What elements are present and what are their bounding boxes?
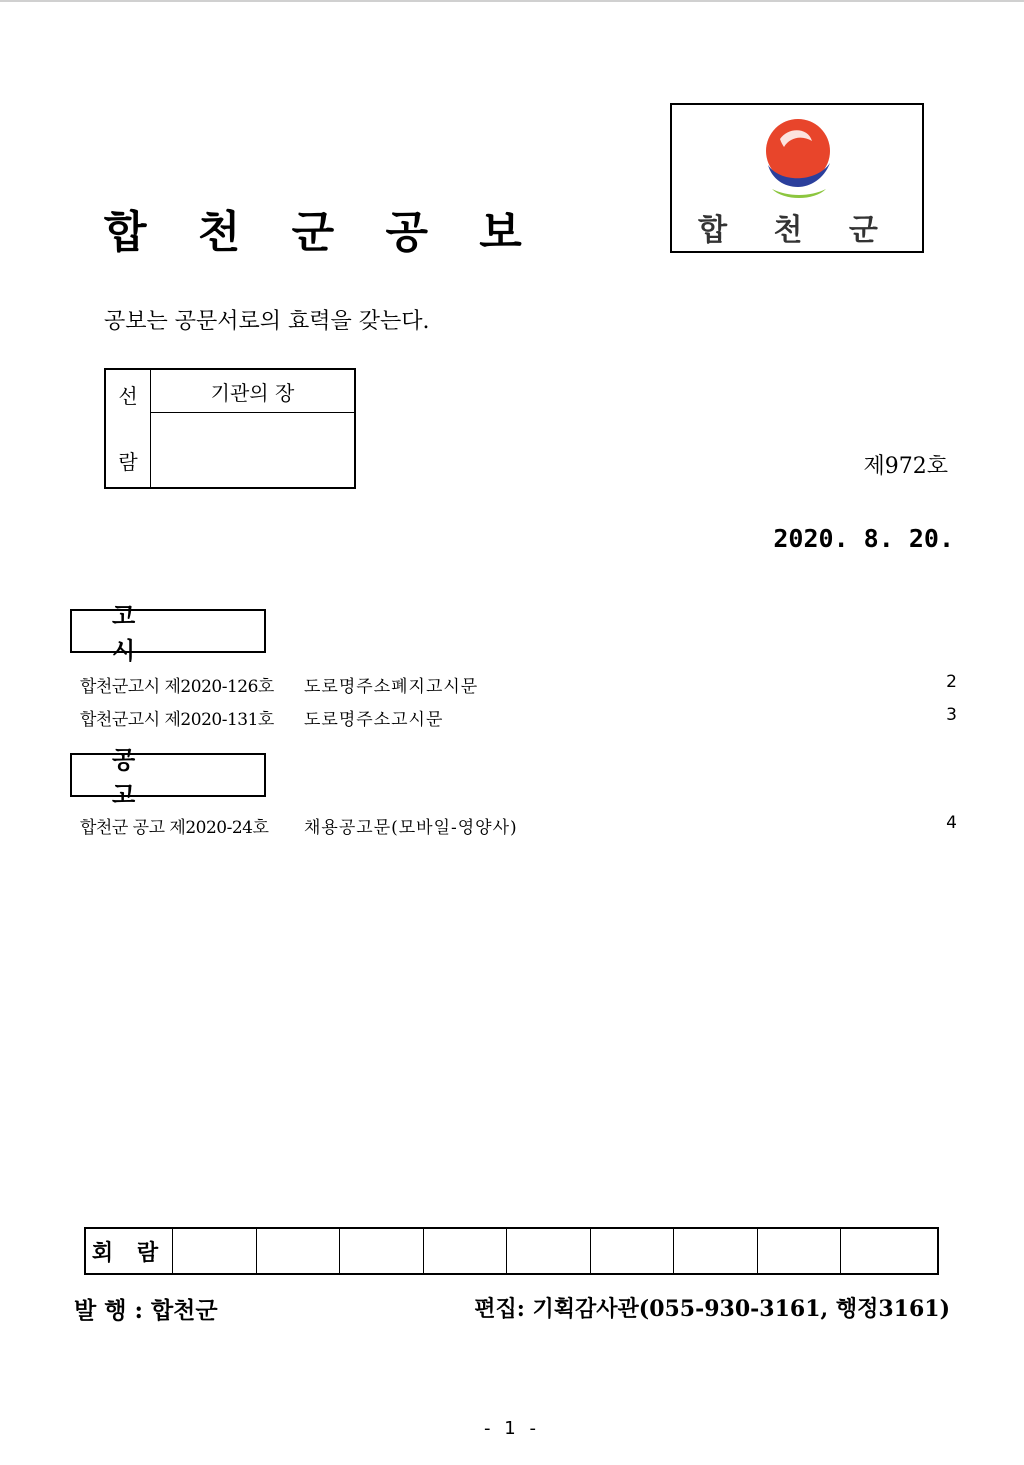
toc-item-ref: 합천군 공고 제2020-24호 (80, 818, 269, 838)
section-header-notice: 고 시 (70, 609, 266, 653)
toc-item-ref: 합천군고시 제2020-126호 (80, 677, 274, 697)
document-title: 합 천 군 공 보 (104, 207, 540, 258)
toc-item-page: 3 (946, 705, 957, 725)
toc-item[interactable] (80, 672, 957, 696)
approval-side-top: 선 (118, 384, 138, 408)
county-emblem-icon (758, 117, 838, 209)
approval-table (104, 368, 356, 489)
toc-item-page: 4 (946, 813, 957, 833)
approval-side-label (105, 369, 151, 488)
editor-contact: 편집: 기획감사관(055-930-3161, 행정3161) (474, 1296, 950, 1322)
page-number: - 1 - (484, 1418, 540, 1439)
circulation-cell (841, 1228, 939, 1274)
toc-item[interactable] (80, 705, 957, 729)
subtitle: 공보는 공문서로의 효력을 갖는다. (104, 309, 430, 334)
section-header-announcement: 공 고 (70, 753, 266, 797)
toc-item-ref: 합천군고시 제2020-131호 (80, 710, 274, 730)
toc-item[interactable] (80, 813, 957, 837)
approval-header: 기관의 장 (151, 369, 356, 413)
toc-item-page: 2 (946, 672, 957, 692)
toc-item-title: 채용공고문(모바일-영양사) (304, 818, 518, 838)
top-border (0, 0, 1024, 2)
circulation-cell (256, 1228, 340, 1274)
county-logo (670, 103, 924, 253)
circulation-cell (590, 1228, 674, 1274)
circulation-cell (340, 1228, 424, 1274)
circulation-cell (507, 1228, 591, 1274)
approval-side-bottom: 람 (118, 450, 138, 474)
toc-item-title: 도로명주소고시문 (304, 710, 444, 730)
approval-signature-cell (151, 413, 356, 489)
logo-text: 합 천 군 (698, 213, 896, 248)
publisher: 발 행 : 합천군 (74, 1297, 218, 1324)
issue-number: 제972호 (863, 454, 948, 479)
circulation-table (84, 1227, 939, 1275)
circulation-cell (423, 1228, 507, 1274)
circulation-cell (173, 1228, 257, 1274)
circulation-cell (674, 1228, 758, 1274)
circulation-cell (757, 1228, 841, 1274)
issue-date: 2020. 8. 20. (773, 524, 954, 553)
circulation-label: 회 람 (85, 1228, 173, 1274)
toc-item-title: 도로명주소폐지고시문 (304, 677, 479, 697)
